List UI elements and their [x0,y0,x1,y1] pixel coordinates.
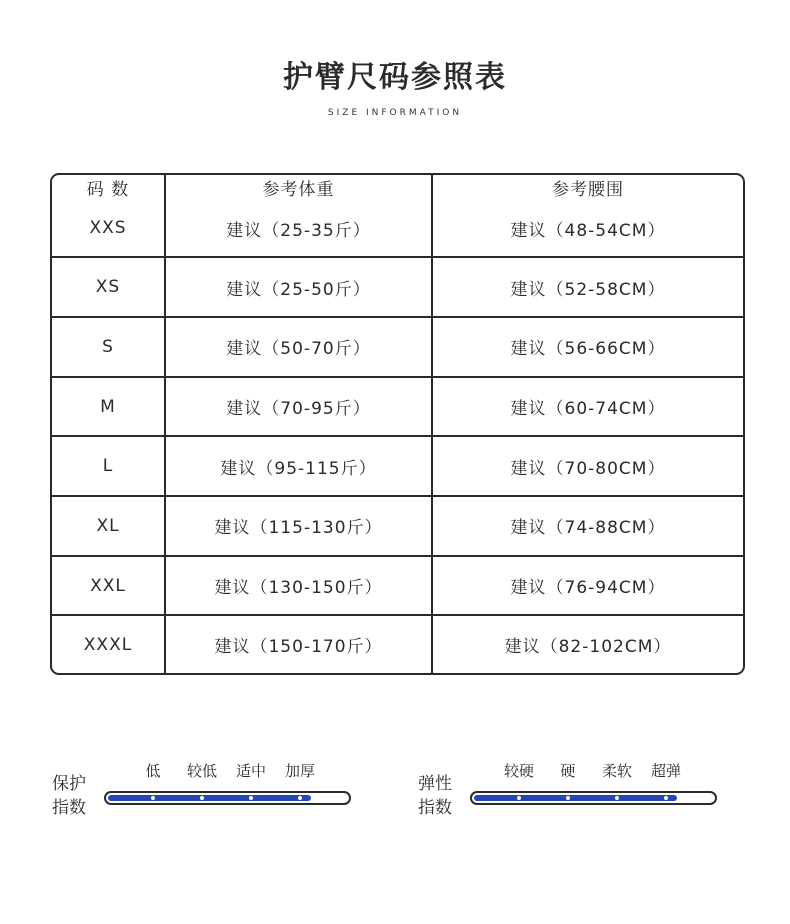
table-header-row [52,175,743,200]
header-weight: 参考体重 [165,175,432,200]
elasticity-level-label: 柔软 [601,762,633,780]
table-row [52,317,743,377]
protection-label-line2: 指数 [52,798,86,818]
page-subtitle: SIZE INFORMATION [327,108,463,118]
header-size: 码 数 [52,175,165,200]
header-waist: 参考腰围 [552,180,624,200]
table-row [52,615,743,673]
waist-cell: 建议（74-88CM） [432,496,743,556]
table-row [52,377,743,437]
elasticity-dot [615,796,619,800]
weight-cell: 建议（150-170斤） [165,615,432,673]
page-title: 护臂尺码参照表 [283,60,507,95]
weight-cell: 建议（25-35斤） [165,200,432,257]
size-cell: XL [52,496,165,556]
elasticity-scale-labels [470,760,717,780]
waist-cell: 建议（76-94CM） [432,556,743,616]
elasticity-level-label: 硬 [560,762,576,780]
elasticity-bar-fill [474,795,677,801]
elasticity-label-line2: 指数 [418,798,452,818]
elasticity-index-label [418,772,462,820]
protection-level-label: 较低 [186,762,218,780]
waist-cell: 建议（52-58CM） [432,257,743,317]
protection-dot [151,796,155,800]
size-cell: XXL [52,556,165,616]
protection-dot [249,796,253,800]
waist-cell: 建议（82-102CM） [504,637,672,658]
elasticity-dot [664,796,668,800]
size-cell: XXXL [52,615,165,673]
size-cell: XS [52,257,165,317]
protection-scale-labels [104,760,351,780]
weight-cell: 建议（130-150斤） [165,556,432,616]
table-row [52,556,743,616]
elasticity-bar [470,791,717,805]
waist-cell: 建议（70-80CM） [432,436,743,496]
waist-cell: 建议（60-74CM） [432,377,743,437]
size-table [50,173,745,675]
elasticity-dot [517,796,521,800]
protection-index [52,760,352,830]
elasticity-label-line1: 弹性 [418,774,452,794]
protection-dot [200,796,204,800]
weight-cell: 建议（25-50斤） [165,257,432,317]
size-cell: L [52,436,165,496]
elasticity-dot [566,796,570,800]
protection-bar-fill [108,795,311,801]
elasticity-level-label: 较硬 [503,762,535,780]
protection-level-label: 加厚 [284,762,316,780]
weight-cell: 建议（70-95斤） [165,377,432,437]
table-row [52,257,743,317]
weight-cell: 建议（115-130斤） [165,496,432,556]
waist-cell: 建议（56-66CM） [432,317,743,377]
elasticity-level-label: 超弹 [650,762,682,780]
size-cell: S [52,317,165,377]
elasticity-index [418,760,718,830]
protection-index-label [52,772,96,820]
protection-bar [104,791,351,805]
protection-level-label: 适中 [235,762,267,780]
size-cell: M [52,377,165,437]
protection-level-label: 低 [145,762,161,780]
size-cell: XXS [52,200,165,257]
weight-cell: 建议（95-115斤） [165,436,432,496]
table-row [52,496,743,556]
table-row [52,436,743,496]
protection-label-line1: 保护 [52,774,86,794]
table-row [52,200,743,257]
waist-cell: 建议（48-54CM） [432,200,743,257]
weight-cell: 建议（50-70斤） [165,317,432,377]
protection-dot [298,796,302,800]
